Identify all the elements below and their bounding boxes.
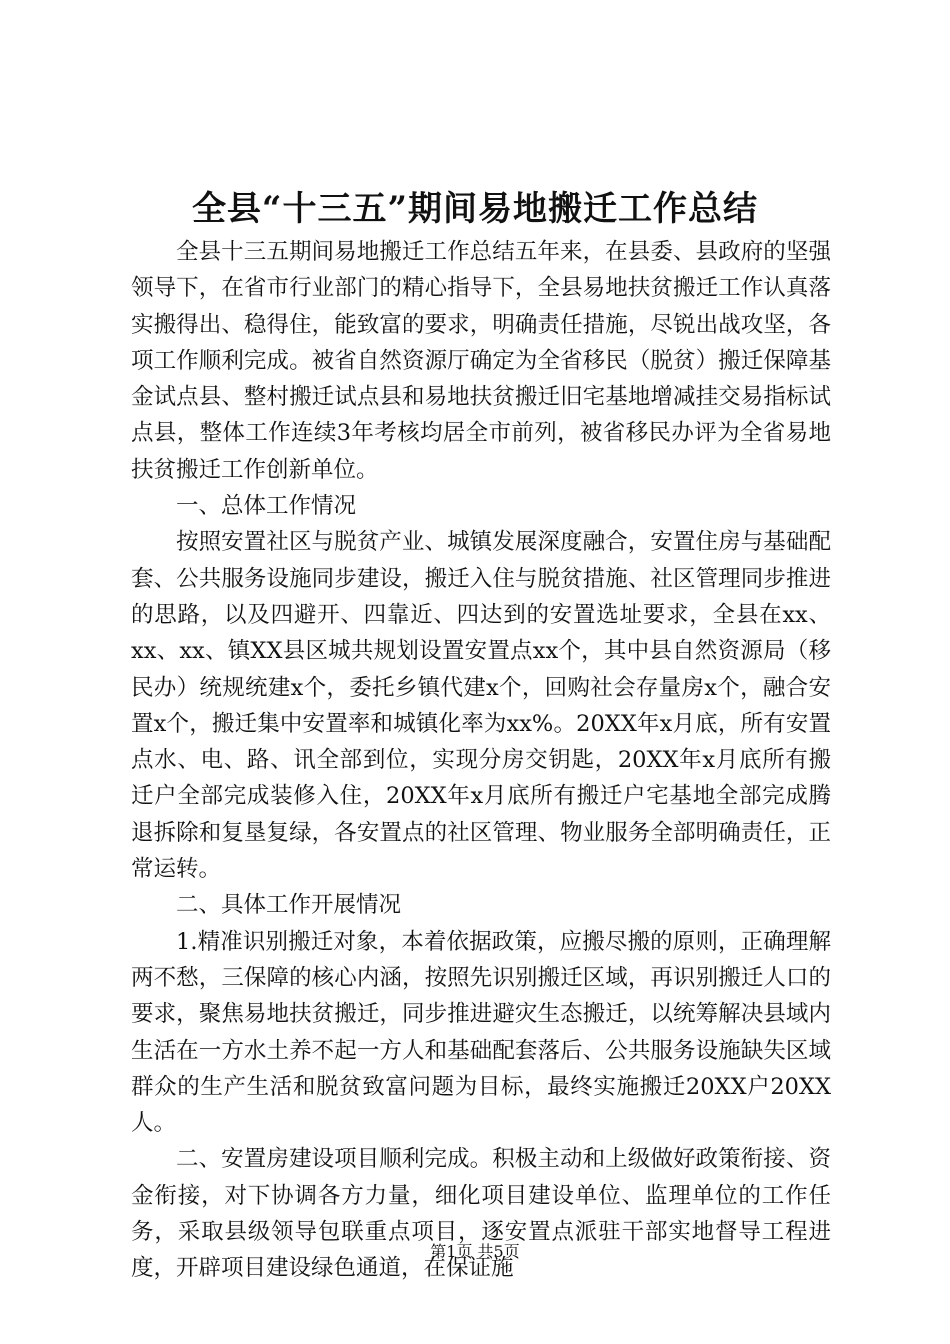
section-heading-overall: 一、总体工作情况 bbox=[176, 493, 357, 520]
page-footer: 第1页 共5页 bbox=[430, 1242, 520, 1261]
item-housing-paragraph: 二、安置房建设项目顺利完成。积极主动和上级做好政策衔接、资金衔接，对下协调各方力量，细化项目建设单位、监理单位的工作任务，采取县级领导包联重点项目，逐安置点派驻干部实地督导工程进度，开辟项目建设绿色通道，在保证施 bbox=[131, 1146, 831, 1282]
overall-paragraph: 按照安置社区与脱贫产业、城镇发展深度融合，安置住房与基础配套、公共服务设施同步建设，搬迁入住与脱贫措施、社区管理同步推进的思路，以及四避开、四靠近、四达到的安置选址要求，全县在xx、xx、xx、镇XX县区城共规划设置安置点xx个，其中县自然资源局（移民办）统规统建x个，委托乡镇代建x个，回购社会存量房x个，融合安置x个，搬迁集中安置率和城镇化率为xx%。20XX年x月底，所有安置点水、电、路、讯全部到位，实现分房交钥匙，20XX年x月底所有搬迁户全部完成装修入住，20XX年x月底所有搬迁户宅基地全部完成腾退拆除和复垦复绿，各安置点的社区管理、物业服务全部明确责任，正常运转。 bbox=[131, 529, 831, 883]
item-identification-paragraph: 1.精准识别搬迁对象，本着依据政策，应搬尽搬的原则，正确理解两不愁，三保障的核心内涵，按照先识别搬迁区域，再识别搬迁人口的要求，聚焦易地扶贫搬迁，同步推进避灾生态搬迁，以统筹解决县域内生活在一方水土养不起一方人和基础配套落后、公共服务设施缺失区域群众的生产生活和脱贫致富问题为目标，最终实施搬迁20XX户20XX人。 bbox=[131, 928, 831, 1137]
section-heading-specific: 二、具体工作开展情况 bbox=[176, 892, 402, 919]
page-title: 全县“十三五”期间易地搬迁工作总结 bbox=[191, 189, 759, 229]
document-body bbox=[131, 234, 831, 1287]
intro-paragraph: 全县十三五期间易地搬迁工作总结五年来，在县委、县政府的坚强领导下，在省市行业部门的精心指导下，全县易地扶贫搬迁工作认真落实搬得出、稳得住，能致富的要求，明确责任措施，尽锐出战攻坚，各项工作顺利完成。被省自然资源厅确定为全省移民（脱贫）搬迁保障基金试点县、整村搬迁试点县和易地扶贫搬迁旧宅基地增减挂交易指标试点县，整体工作连续3年考核均居全市前列，被省移民办评为全省易地扶贫搬迁工作创新单位。 bbox=[131, 239, 831, 483]
